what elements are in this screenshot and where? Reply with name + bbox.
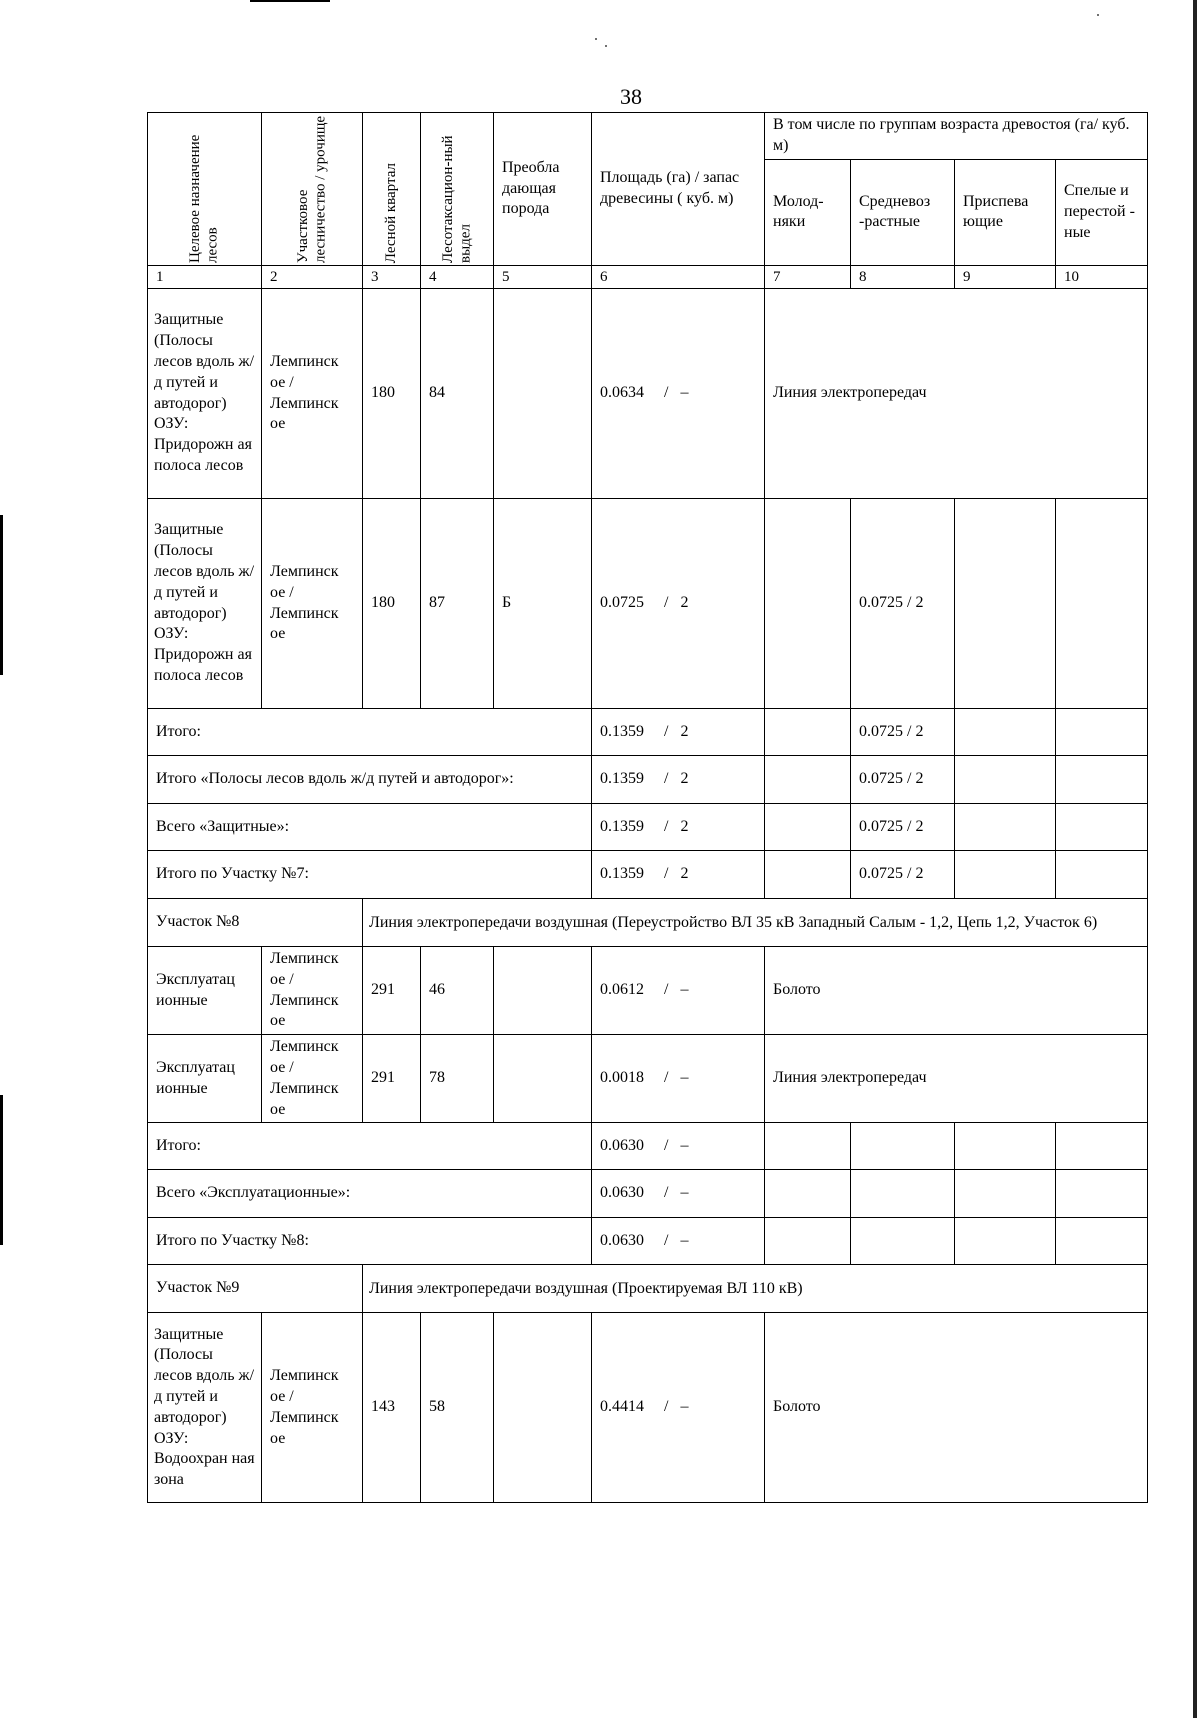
- section-label: Участок №8: [148, 899, 363, 947]
- note-cell: Линия электропередач: [765, 289, 1148, 499]
- scan-edge-mark: [0, 515, 3, 675]
- maturing-cell: [955, 499, 1056, 709]
- header-row-1: [148, 113, 1148, 160]
- volume-cell: 0.0725 / 2: [592, 499, 765, 709]
- total-volume: 0.0630 / –: [592, 1218, 765, 1265]
- plot-cell: 58: [421, 1313, 494, 1503]
- col-num: 7: [765, 266, 851, 289]
- middle-age-cell: 0.0725 / 2: [851, 499, 955, 709]
- col-num: 5: [494, 266, 592, 289]
- scan-top-mark: [250, 0, 330, 2]
- quarter-cell: 291: [363, 947, 421, 1035]
- section-header-row: [148, 899, 1148, 947]
- total-volume: 0.1359 / 2: [592, 804, 765, 851]
- species-cell: [494, 1313, 592, 1503]
- quarter-cell: 143: [363, 1313, 421, 1503]
- header-middle: Средневоз -растные: [851, 159, 955, 265]
- total-volume: 0.1359 / 2: [592, 756, 765, 804]
- purpose-cell: Защитные (Полосы лесов вдоль ж/д путей и автодорог) ОЗУ: Придорожн ая полоса лесов: [148, 289, 262, 499]
- header-area: Площадь (га) / запас древесины ( куб. м): [592, 113, 765, 266]
- total-row: [148, 851, 1148, 899]
- header-plot: Лесотаксацион-ный выдел: [421, 113, 494, 266]
- forestry-cell: Лемпинск ое / Лемпинск ое: [262, 1313, 363, 1503]
- quarter-cell: 180: [363, 289, 421, 499]
- header-quarter: Лесной квартал: [363, 113, 421, 266]
- total-label: Итого:: [148, 1123, 592, 1170]
- header-forestry: Участковое лесничество / урочище: [262, 113, 363, 266]
- species-cell: [494, 947, 592, 1035]
- total-label: Итого по Участку №7:: [148, 851, 592, 899]
- volume-cell: 0.0018 / –: [592, 1035, 765, 1123]
- forestry-cell: Лемпинск ое / Лемпинск ое: [262, 289, 363, 499]
- species-cell: [494, 289, 592, 499]
- scan-speck: [1097, 14, 1099, 16]
- purpose-cell: Защитные (Полосы лесов вдоль ж/д путей и автодорог) ОЗУ: Водоохран ная зона: [148, 1313, 262, 1503]
- page-number: 38: [620, 84, 642, 109]
- plot-cell: 87: [421, 499, 494, 709]
- plot-cell: 46: [421, 947, 494, 1035]
- table-row: [148, 947, 1148, 1035]
- table-row: [148, 289, 1148, 499]
- total-label: Итого:: [148, 709, 592, 756]
- total-middle-age: 0.0725 / 2: [851, 709, 955, 756]
- total-label: Всего «Защитные»:: [148, 804, 592, 851]
- section-description: Линия электропередачи воздушная (Проектируемая ВЛ 110 кВ): [363, 1265, 1148, 1313]
- total-row: [148, 756, 1148, 804]
- header-species: Преобла дающая порода: [494, 113, 592, 266]
- col-num: 8: [851, 266, 955, 289]
- volume-cell: 0.0612 / –: [592, 947, 765, 1035]
- scan-edge-line: [1193, 0, 1197, 1718]
- quarter-cell: 180: [363, 499, 421, 709]
- total-row: [148, 1123, 1148, 1170]
- total-row: [148, 1170, 1148, 1218]
- total-row: [148, 709, 1148, 756]
- table-row: [148, 499, 1148, 709]
- col-num: 1: [148, 266, 262, 289]
- section-label: Участок №9: [148, 1265, 363, 1313]
- volume-cell: 0.0634 / –: [592, 289, 765, 499]
- quarter-cell: 291: [363, 1035, 421, 1123]
- forest-table: [147, 112, 1148, 1503]
- note-cell: Линия электропередач: [765, 1035, 1148, 1123]
- plot-cell: 84: [421, 289, 494, 499]
- total-volume: 0.1359 / 2: [592, 851, 765, 899]
- forestry-cell: Лемпинск ое / Лемпинск ое: [262, 1035, 363, 1123]
- section-description: Линия электропередачи воздушная (Переустройство ВЛ 35 кВ Западный Салым - 1,2, Цепь 1,2, Участок 6): [363, 899, 1148, 947]
- table-row: [148, 1313, 1148, 1503]
- note-cell: Болото: [765, 947, 1148, 1035]
- total-label: Итого по Участку №8:: [148, 1218, 592, 1265]
- total-volume: 0.0630 / –: [592, 1123, 765, 1170]
- col-num: 10: [1056, 266, 1148, 289]
- scan-edge-mark: [0, 1095, 3, 1245]
- header-age-groups: В том числе по группам возраста древостоя (га/ куб. м): [765, 113, 1148, 160]
- plot-cell: 78: [421, 1035, 494, 1123]
- table-row: [148, 1035, 1148, 1123]
- total-volume: 0.0630 / –: [592, 1170, 765, 1218]
- purpose-cell: Защитные (Полосы лесов вдоль ж/д путей и автодорог) ОЗУ: Придорожн ая полоса лесов: [148, 499, 262, 709]
- total-row: [148, 1218, 1148, 1265]
- forestry-cell: Лемпинск ое / Лемпинск ое: [262, 947, 363, 1035]
- col-num: 6: [592, 266, 765, 289]
- header-young: Молод-няки: [765, 159, 851, 265]
- note-cell: Болото: [765, 1313, 1148, 1503]
- header-maturing: Приспева ющие: [955, 159, 1056, 265]
- col-num: 3: [363, 266, 421, 289]
- total-middle-age: 0.0725 / 2: [851, 756, 955, 804]
- total-label: Всего «Эксплуатационные»:: [148, 1170, 592, 1218]
- forestry-cell: Лемпинск ое / Лемпинск ое: [262, 499, 363, 709]
- total-label: Итого «Полосы лесов вдоль ж/д путей и автодорог»:: [148, 756, 592, 804]
- header-purpose: Целевое назначение лесов: [148, 113, 262, 266]
- col-num: 2: [262, 266, 363, 289]
- column-numbers-row: [148, 266, 1148, 289]
- col-num: 9: [955, 266, 1056, 289]
- species-cell: Б: [494, 499, 592, 709]
- col-num: 4: [421, 266, 494, 289]
- total-row: [148, 804, 1148, 851]
- mature-cell: [1056, 499, 1148, 709]
- total-volume: 0.1359 / 2: [592, 709, 765, 756]
- volume-cell: 0.4414 / –: [592, 1313, 765, 1503]
- species-cell: [494, 1035, 592, 1123]
- section-header-row: [148, 1265, 1148, 1313]
- scan-speck: [595, 38, 597, 40]
- purpose-cell: Эксплуатац ионные: [148, 947, 262, 1035]
- young-cell: [765, 499, 851, 709]
- scan-speck: [605, 45, 607, 47]
- header-mature: Спелые и перестой - ные: [1056, 159, 1148, 265]
- purpose-cell: Эксплуатац ионные: [148, 1035, 262, 1123]
- total-middle-age: 0.0725 / 2: [851, 851, 955, 899]
- total-middle-age: 0.0725 / 2: [851, 804, 955, 851]
